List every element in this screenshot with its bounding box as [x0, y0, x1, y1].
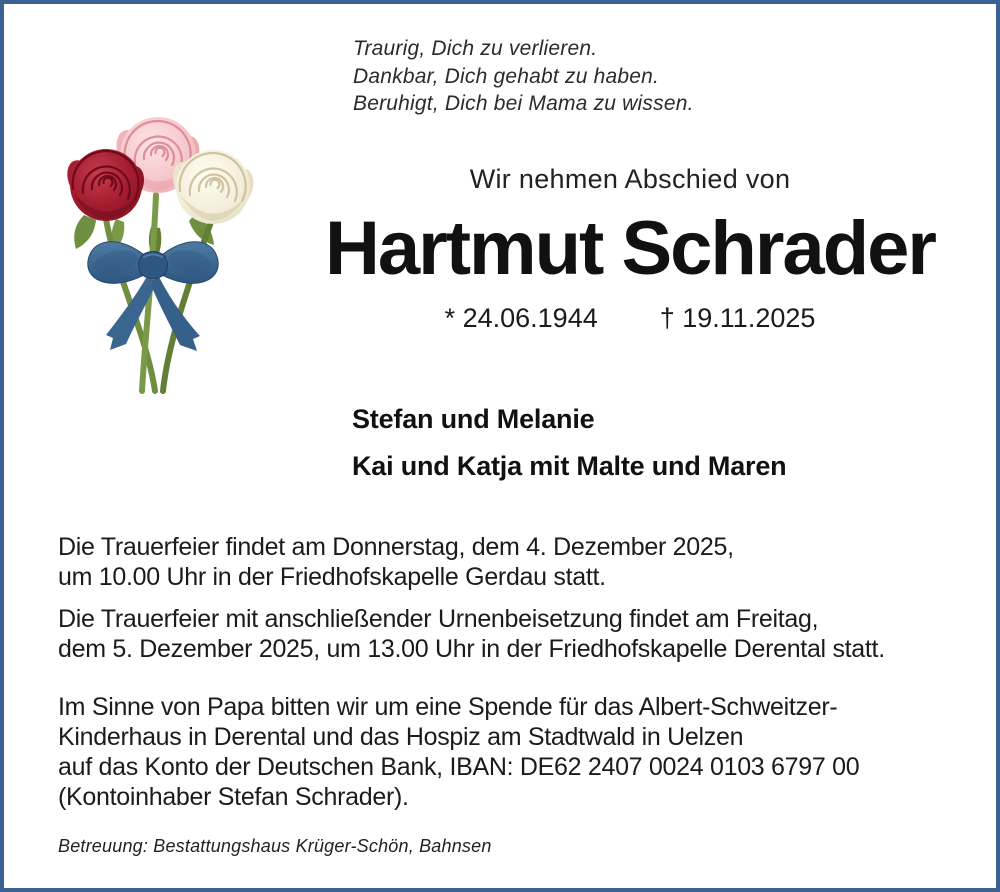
body-line: dem 5. Dezember 2025, um 13.00 Uhr in der Friedhofskapelle Derental statt. — [58, 635, 885, 663]
blue-ribbon-bow — [88, 242, 218, 351]
mourner-line: Stefan und Melanie — [352, 404, 595, 434]
farewell-intro: Wir nehmen Abschied von — [469, 164, 791, 194]
body-line: auf das Konto der Deutschen Bank, IBAN: DE62 2407 0024 0103 6797 00 — [58, 753, 860, 781]
deceased-name: Hartmut Schrader — [325, 206, 935, 291]
farewell-block — [230, 164, 1000, 334]
funeral-home-credit: Betreuung: Bestattungshaus Krüger-Schön, Bahnsen — [58, 836, 492, 856]
epigraph-verse — [353, 35, 694, 118]
mourner-line: Kai und Katja mit Malte und Maren — [352, 451, 787, 481]
mourners-list — [352, 396, 786, 490]
donation-paragraph — [58, 692, 885, 812]
body-line: Die Trauerfeier mit anschließender Urnenbeisetzung findet am Freitag, — [58, 605, 819, 633]
body-line: Die Trauerfeier findet am Donnerstag, dem 4. Dezember 2025, — [58, 533, 734, 561]
life-dates — [230, 303, 1000, 334]
body-line: Im Sinne von Papa bitten wir um eine Spende für das Albert-Schweitzer- — [58, 693, 838, 721]
body-line: um 10.00 Uhr in der Friedhofskapelle Gerdau statt. — [58, 563, 606, 591]
body-line: Kinderhaus in Derental und das Hospiz am Stadtwald in Uelzen — [58, 723, 744, 751]
epigraph-line: Beruhigt, Dich bei Mama zu wissen. — [353, 92, 694, 115]
epigraph-line: Dankbar, Dich gehabt zu haben. — [353, 64, 660, 88]
notice-body — [58, 532, 885, 812]
funeral-paragraph — [58, 532, 885, 592]
birth-date: * 24.06.1944 — [444, 303, 598, 333]
death-date: † 19.11.2025 — [659, 303, 816, 333]
body-line: (Kontoinhaber Stefan Schrader). — [58, 783, 409, 811]
urn-burial-paragraph — [58, 604, 885, 664]
epigraph-line: Traurig, Dich zu verlieren. — [353, 37, 598, 60]
